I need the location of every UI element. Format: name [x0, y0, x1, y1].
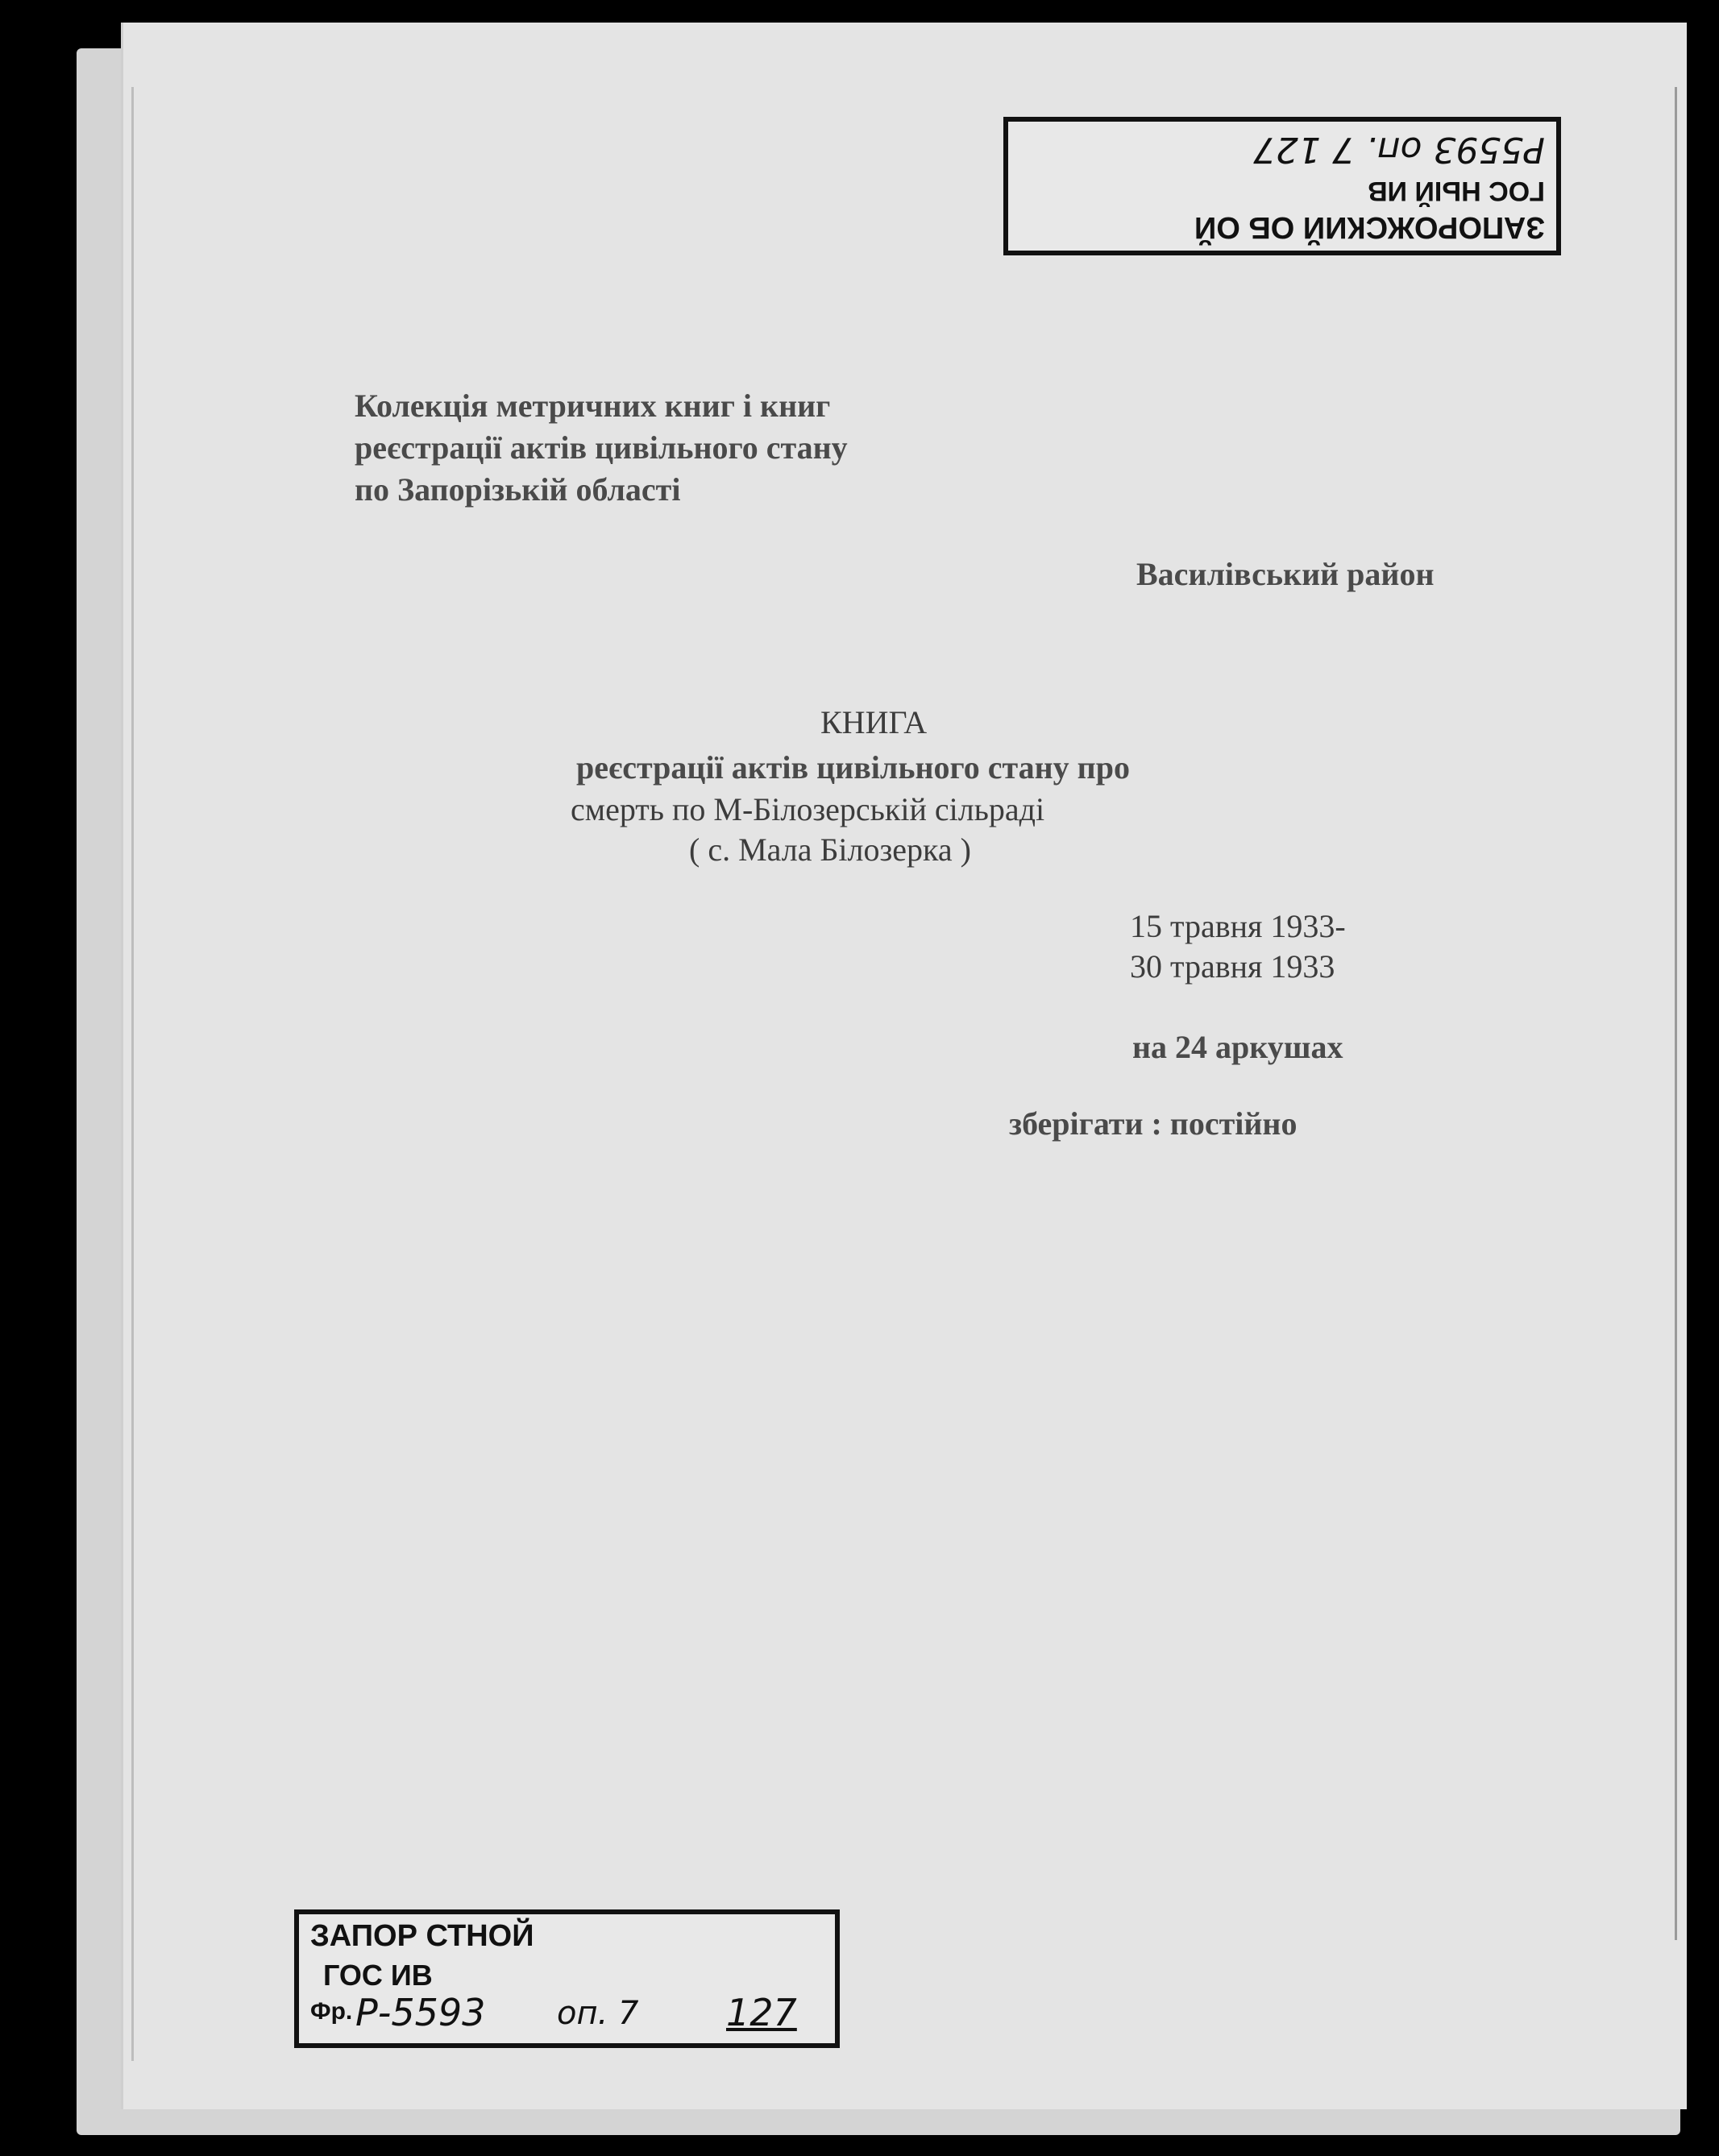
collection-title-line2: реєстрації актів цивільного стану — [355, 429, 848, 466]
page-edge — [131, 87, 134, 2061]
book-line1: реєстрації актів цивільного стану про — [576, 749, 1130, 786]
stamp-bottom-inventory: оп. 7 — [557, 1995, 639, 2032]
stamp-top-number: Р5593 оп. 7 127 — [1252, 129, 1545, 170]
stamp-top-line1: ЗАПОРОЖСКИЙ ОБ ОЙ — [1194, 210, 1545, 244]
date-to: 30 травня 1933 — [1130, 948, 1335, 985]
stamp-top-line2: ГОС НЫЙ ИВ — [1368, 176, 1545, 206]
book-title: КНИГА — [820, 704, 928, 740]
collection-title-line1: Колекція метричних книг і книг — [355, 388, 831, 424]
district-name: Василівський район — [1136, 556, 1435, 592]
book-line2: смерть по М-Білозерській сільраді — [571, 791, 1045, 827]
stamp-bottom-prefix: Фр. — [310, 1998, 353, 2025]
date-from: 15 травня 1933- — [1130, 908, 1346, 944]
stamp-bottom-file: 127 — [726, 1991, 797, 2034]
archive-stamp-top — [1003, 117, 1561, 255]
archive-stamp-bottom — [294, 1909, 840, 2048]
storage-term: зберігати : постійно — [1009, 1105, 1298, 1142]
collection-title-line3: по Запорізькій області — [355, 471, 681, 508]
document-page — [121, 23, 1687, 2109]
sheet-count: на 24 аркушах — [1132, 1029, 1343, 1065]
stamp-bottom-line1: ЗАПОР СТНОЙ — [310, 1919, 534, 1953]
stamp-bottom-fund: Р-5593 — [355, 1991, 486, 2034]
book-line3: ( с. Мала Білозерка ) — [689, 831, 971, 868]
stamp-bottom-line2: ГОС ИВ — [323, 1959, 433, 1992]
page-edge — [1675, 87, 1677, 1940]
